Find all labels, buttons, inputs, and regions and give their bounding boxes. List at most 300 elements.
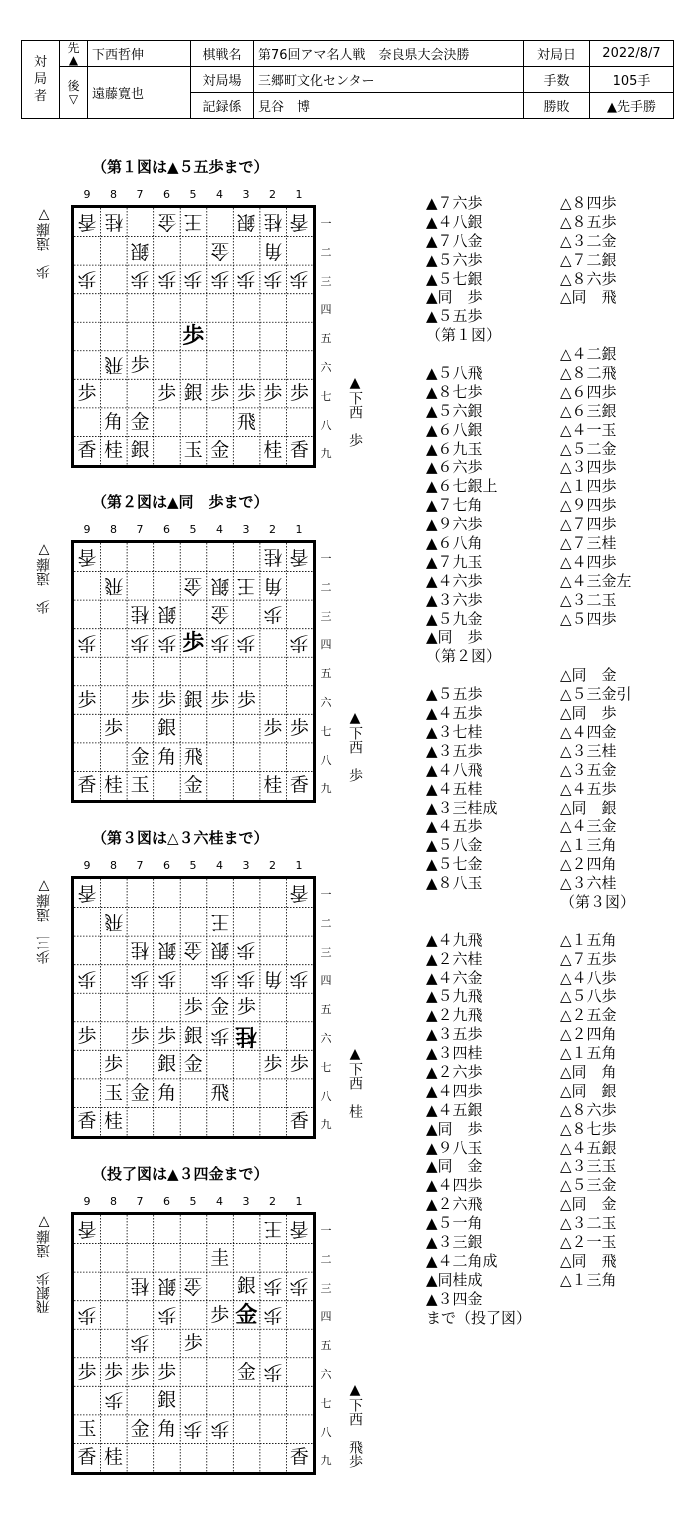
gote-piece: 香 bbox=[77, 546, 97, 568]
file-label: 9 bbox=[83, 1195, 91, 1208]
file-label: 8 bbox=[110, 188, 117, 201]
sente-piece: 歩 bbox=[157, 688, 177, 711]
sente-piece: 金 bbox=[210, 439, 230, 462]
gote-move: △８四歩 bbox=[560, 194, 617, 212]
sente-move: ▲９六歩 bbox=[426, 515, 483, 534]
gote-piece: 歩 bbox=[130, 967, 150, 990]
gote-move: △同 飛 bbox=[560, 1251, 617, 1270]
rank-label: 二 bbox=[320, 580, 332, 594]
moves-value: 105手 bbox=[590, 67, 674, 93]
sente-piece: 歩 bbox=[263, 717, 283, 740]
gote-move: △５四歩 bbox=[560, 609, 617, 628]
gote-piece: 歩 bbox=[236, 631, 256, 654]
sente-move: ▲７八金 bbox=[426, 231, 483, 250]
sente-move: ▲３七桂 bbox=[426, 722, 483, 741]
gote-move: △３二玉 bbox=[560, 1214, 617, 1233]
gote-piece: 香 bbox=[289, 546, 309, 568]
file-label: 4 bbox=[216, 1195, 223, 1208]
sente-move: ▲５九金 bbox=[426, 609, 483, 628]
move-row bbox=[426, 761, 635, 780]
sente-piece: 歩 bbox=[104, 1360, 124, 1383]
file-label: 1 bbox=[295, 523, 303, 536]
move-row bbox=[426, 1139, 635, 1158]
sente-move: ▲３三銀 bbox=[426, 1232, 483, 1251]
file-label: 2 bbox=[269, 1195, 276, 1208]
sente-move: ▲５六銀 bbox=[426, 401, 483, 420]
sente-piece: 飛 bbox=[210, 1081, 230, 1104]
venue-value: 三郷町文化センター bbox=[254, 67, 524, 93]
sente-move: ▲８七歩 bbox=[426, 382, 483, 401]
rank-label: 三 bbox=[320, 274, 332, 288]
gote-piece: 銀 bbox=[130, 239, 150, 262]
result-label: 勝敗 bbox=[524, 93, 590, 119]
move-row bbox=[426, 1195, 635, 1214]
moves-label: 手数 bbox=[524, 67, 590, 93]
gote-piece: 歩 bbox=[236, 967, 256, 990]
move-row bbox=[426, 232, 635, 251]
sente-piece: 玉 bbox=[130, 774, 150, 797]
rank-label: 三 bbox=[320, 609, 332, 623]
sente-move: ▲４五銀 bbox=[426, 1100, 483, 1119]
gote-move: △同 飛 bbox=[560, 288, 617, 307]
move-row bbox=[426, 458, 635, 477]
sente-move: ▲４五歩 bbox=[426, 817, 483, 836]
file-label: 3 bbox=[242, 523, 250, 536]
gote-move: △８七歩 bbox=[560, 1119, 617, 1138]
sente-piece: 歩 bbox=[263, 1053, 283, 1076]
move-row bbox=[426, 1101, 635, 1120]
gote-piece: 歩 bbox=[104, 1389, 124, 1412]
gote-move: △同 金 bbox=[560, 1195, 617, 1214]
rank-label: 四 bbox=[320, 638, 332, 652]
sente-move: ▲８八玉 bbox=[426, 874, 483, 893]
gote-piece: 王 bbox=[236, 574, 256, 597]
diagram-title: （第１図は▲５五歩まで） bbox=[92, 158, 269, 176]
file-label: 6 bbox=[163, 523, 170, 536]
sente-piece: 銀 bbox=[157, 717, 177, 740]
sente-piece: 角 bbox=[104, 410, 124, 433]
gote-piece: 角 bbox=[263, 967, 283, 990]
gote-mark: 後▽ bbox=[60, 67, 88, 119]
file-label: 4 bbox=[216, 859, 223, 872]
sente-move: （第１図） bbox=[426, 326, 502, 345]
gote-hand-text: 飛銀歩 遠藤▽ bbox=[36, 1214, 52, 1314]
file-label: 6 bbox=[163, 1195, 170, 1208]
gote-move: △５二金 bbox=[560, 439, 617, 458]
gote-piece: 桂 bbox=[130, 939, 150, 962]
gote-move: △８五歩 bbox=[560, 212, 617, 231]
sente-move: ▲６八銀 bbox=[426, 420, 483, 439]
sente-move: ▲５九飛 bbox=[426, 987, 483, 1006]
sente-move: ▲５六歩 bbox=[426, 250, 483, 269]
sente-piece: 歩 bbox=[289, 717, 309, 740]
move-row bbox=[426, 591, 635, 610]
gote-move: △同 金 bbox=[560, 666, 617, 685]
sente-piece: 歩 bbox=[210, 1303, 230, 1326]
rank-label: 五 bbox=[320, 1003, 332, 1017]
file-label: 8 bbox=[110, 1195, 117, 1208]
gote-piece: 歩 bbox=[77, 268, 97, 291]
move-row bbox=[426, 1006, 635, 1025]
sente-move: ▲３五歩 bbox=[426, 1025, 483, 1044]
sente-move: ▲５八飛 bbox=[426, 364, 483, 383]
event-value: 第76回アマ名人戦 奈良県大会決勝 bbox=[254, 41, 524, 67]
date-label: 対局日 bbox=[524, 41, 590, 67]
move-row bbox=[426, 874, 635, 893]
file-label: 3 bbox=[242, 859, 250, 872]
sente-move: ▲３四桂 bbox=[426, 1044, 483, 1063]
gote-move: △４五銀 bbox=[560, 1138, 617, 1157]
sente-piece: 銀 bbox=[183, 1024, 203, 1047]
move-row bbox=[426, 402, 635, 421]
gote-move: △７三桂 bbox=[560, 534, 617, 553]
move-row bbox=[426, 950, 635, 969]
sente-piece: 歩 bbox=[130, 353, 150, 376]
sente-piece: 香 bbox=[289, 439, 309, 462]
sente-piece: 歩 bbox=[104, 1053, 124, 1076]
sente-move: ▲３四金 bbox=[426, 1289, 483, 1308]
move-row bbox=[426, 1309, 635, 1328]
gote-piece: 銀 bbox=[210, 939, 230, 962]
sente-hand bbox=[345, 1382, 365, 1472]
rank-label: 五 bbox=[320, 1339, 332, 1353]
gote-piece: 香 bbox=[77, 211, 97, 233]
file-label: 8 bbox=[110, 859, 117, 872]
file-label: 3 bbox=[242, 188, 250, 201]
sente-piece: 金 bbox=[236, 1360, 256, 1383]
gote-piece: 王 bbox=[183, 211, 203, 233]
sente-move: ▲４二角成 bbox=[426, 1251, 498, 1270]
gote-piece: 銀 bbox=[157, 939, 177, 962]
gote-piece: 王 bbox=[210, 910, 230, 933]
gote-piece: 歩 bbox=[289, 631, 309, 654]
move-row bbox=[426, 1176, 635, 1195]
gote-move: △４八歩 bbox=[560, 968, 617, 987]
diagram-title: （投了図は▲３四金まで） bbox=[92, 1165, 269, 1183]
gote-piece: 歩 bbox=[157, 268, 177, 291]
gote-move: △３三玉 bbox=[560, 1157, 617, 1176]
gote-move: △４二銀 bbox=[560, 345, 617, 364]
sente-piece: 金 bbox=[210, 996, 230, 1019]
sente-piece: 歩 bbox=[130, 688, 150, 711]
file-label: 7 bbox=[136, 188, 144, 201]
file-label: 2 bbox=[269, 859, 276, 872]
rank-label: 七 bbox=[320, 1060, 332, 1074]
sente-move: ▲５五歩 bbox=[426, 307, 483, 326]
gote-move: △８六歩 bbox=[560, 269, 617, 288]
sente-piece: 歩 bbox=[263, 382, 283, 405]
move-row bbox=[426, 213, 635, 232]
move-row bbox=[426, 893, 635, 912]
sente-piece: 歩 bbox=[157, 1024, 177, 1047]
rank-label: 六 bbox=[320, 1368, 332, 1381]
file-label: 2 bbox=[269, 188, 276, 201]
move-row bbox=[426, 723, 635, 742]
rank-label: 四 bbox=[320, 303, 332, 317]
gote-piece: 飛 bbox=[104, 353, 124, 376]
sente-piece: 角 bbox=[157, 1081, 177, 1104]
gote-hand bbox=[34, 878, 54, 968]
sente-piece: 角 bbox=[157, 1417, 177, 1440]
sente-piece: 歩 bbox=[77, 382, 97, 405]
sente-move: ▲５八金 bbox=[426, 836, 483, 855]
gote-move: △４四金 bbox=[560, 722, 617, 741]
file-label: 4 bbox=[216, 523, 223, 536]
sente-piece: 飛 bbox=[236, 410, 256, 433]
players-label: 対局者 bbox=[22, 41, 60, 119]
gote-piece: 香 bbox=[289, 882, 309, 904]
gote-piece: 金 bbox=[183, 939, 203, 962]
sente-piece: 桂 bbox=[104, 439, 124, 462]
gote-piece: 角 bbox=[263, 239, 283, 262]
move-row bbox=[426, 288, 635, 307]
sente-piece: 歩 bbox=[182, 323, 205, 350]
gote-name: 遠藤寛也 bbox=[88, 67, 191, 119]
move-row bbox=[426, 383, 635, 402]
gote-piece: 歩 bbox=[263, 1275, 283, 1298]
sente-piece: 玉 bbox=[104, 1081, 124, 1104]
gote-piece: 金 bbox=[210, 239, 230, 262]
gote-move: △４一玉 bbox=[560, 420, 617, 439]
move-row bbox=[426, 307, 635, 326]
gote-piece: 飛 bbox=[104, 910, 124, 933]
sente-move: ▲同 歩 bbox=[426, 628, 483, 647]
file-labels bbox=[71, 1195, 316, 1209]
rank-label: 三 bbox=[320, 945, 332, 959]
sente-move: ▲４八飛 bbox=[426, 760, 483, 779]
sente-piece: 歩 bbox=[236, 688, 256, 711]
file-labels bbox=[71, 859, 316, 873]
move-row bbox=[426, 534, 635, 553]
sente-piece: 桂 bbox=[104, 1110, 124, 1133]
move-row bbox=[426, 1214, 635, 1233]
sente-piece: 歩 bbox=[130, 1360, 150, 1383]
move-row bbox=[426, 628, 635, 647]
gote-move: △４三金左 bbox=[560, 571, 632, 590]
move-row bbox=[426, 666, 635, 685]
gote-piece: 桂 bbox=[104, 211, 124, 233]
move-row bbox=[426, 685, 635, 704]
sente-move: ▲５五歩 bbox=[426, 685, 483, 704]
sente-piece: 銀 bbox=[157, 1389, 177, 1412]
sente-move: ▲６九玉 bbox=[426, 439, 483, 458]
gote-move: △２四角 bbox=[560, 855, 617, 874]
rank-label: 六 bbox=[320, 361, 332, 374]
move-row bbox=[426, 836, 635, 855]
gote-piece: 歩 bbox=[130, 1332, 150, 1355]
sente-piece: 銀 bbox=[183, 688, 203, 711]
rank-label: 五 bbox=[320, 332, 332, 346]
move-row bbox=[426, 421, 635, 440]
sente-piece: 歩 bbox=[104, 717, 124, 740]
file-label: 1 bbox=[295, 859, 303, 872]
rank-label: 一 bbox=[320, 1224, 332, 1237]
sente-move: ▲３五歩 bbox=[426, 741, 483, 760]
shogi-board bbox=[71, 1212, 316, 1475]
sente-move: ▲６七銀上 bbox=[426, 477, 498, 496]
sente-piece: 飛 bbox=[183, 745, 203, 768]
move-row bbox=[426, 364, 635, 383]
move-row bbox=[426, 572, 635, 591]
sente-name: 下西哲伸 bbox=[88, 41, 191, 67]
sente-piece: 金 bbox=[130, 410, 150, 433]
sente-move: ▲４五歩 bbox=[426, 704, 483, 723]
file-label: 5 bbox=[189, 859, 197, 872]
gote-move: △９四歩 bbox=[560, 496, 617, 515]
file-label: 9 bbox=[83, 188, 91, 201]
gote-move: △１五角 bbox=[560, 930, 617, 949]
rank-label: 五 bbox=[320, 667, 332, 681]
rank-label: 八 bbox=[320, 1089, 332, 1103]
move-row bbox=[426, 969, 635, 988]
event-label: 棋戦名 bbox=[191, 41, 254, 67]
sente-piece: 歩 bbox=[77, 1024, 97, 1047]
sente-piece: 銀 bbox=[236, 1275, 256, 1298]
file-label: 7 bbox=[136, 523, 144, 536]
sente-move: まで（投了図） bbox=[426, 1308, 532, 1327]
sente-move: （第２図） bbox=[426, 647, 502, 666]
shogi-board bbox=[71, 540, 316, 803]
gote-move: △同 歩 bbox=[560, 704, 617, 723]
rank-label: 一 bbox=[320, 552, 332, 565]
sente-piece: 歩 bbox=[210, 382, 230, 405]
sente-piece: 金 bbox=[130, 1417, 150, 1440]
gote-piece: 金 bbox=[183, 574, 203, 597]
sente-piece: 歩 bbox=[77, 1360, 97, 1383]
gote-piece: 歩 bbox=[157, 967, 177, 990]
sente-move: ▲２六飛 bbox=[426, 1195, 483, 1214]
rank-label: 八 bbox=[320, 753, 332, 767]
gote-piece: 香 bbox=[77, 1218, 97, 1240]
sente-move: ▲４六歩 bbox=[426, 571, 483, 590]
rank-label: 二 bbox=[320, 245, 332, 259]
move-row bbox=[426, 345, 635, 364]
move-row bbox=[426, 477, 635, 496]
move-row bbox=[426, 931, 635, 950]
move-row bbox=[426, 987, 635, 1006]
sente-piece: 玉 bbox=[183, 439, 203, 462]
sente-move: ▲６八角 bbox=[426, 534, 483, 553]
rank-label: 九 bbox=[320, 447, 332, 461]
game-info-table bbox=[21, 40, 674, 119]
sente-piece: 金 bbox=[130, 745, 150, 768]
file-label: 2 bbox=[269, 523, 276, 536]
sente-piece: 歩 bbox=[157, 1360, 177, 1383]
move-row bbox=[426, 647, 635, 666]
sente-move: ▲５一角 bbox=[426, 1214, 483, 1233]
sente-piece: 歩 bbox=[183, 1332, 203, 1355]
rank-label: 一 bbox=[320, 217, 332, 230]
rank-label: 七 bbox=[320, 724, 332, 738]
sente-hand-text: ▲下西 歩 bbox=[347, 710, 363, 782]
sente-piece: 香 bbox=[77, 774, 97, 797]
sente-move: ▲同 金 bbox=[426, 1157, 483, 1176]
move-row bbox=[426, 1233, 635, 1252]
sente-piece: 金 bbox=[183, 774, 203, 797]
recorder-label: 記録係 bbox=[191, 93, 254, 119]
gote-move: △６四歩 bbox=[560, 382, 617, 401]
move-row bbox=[426, 1271, 635, 1290]
gote-move: △７二銀 bbox=[560, 250, 617, 269]
file-label: 7 bbox=[136, 859, 144, 872]
file-label: 9 bbox=[83, 859, 91, 872]
gote-piece: 歩 bbox=[236, 939, 256, 962]
gote-piece: 歩 bbox=[183, 268, 203, 291]
sente-move: ▲２九飛 bbox=[426, 1006, 483, 1025]
sente-piece: 歩 bbox=[157, 382, 177, 405]
gote-piece: 歩 bbox=[157, 1303, 177, 1326]
gote-piece: 桂 bbox=[130, 603, 150, 626]
move-row bbox=[426, 251, 635, 270]
gote-piece: 香 bbox=[77, 882, 97, 904]
sente-move: ▲４四歩 bbox=[426, 1176, 483, 1195]
move-row bbox=[426, 610, 635, 629]
rank-label: 九 bbox=[320, 1118, 332, 1132]
sente-hand bbox=[345, 1046, 365, 1122]
sente-move: ▲４四歩 bbox=[426, 1081, 483, 1100]
gote-move: △４五歩 bbox=[560, 779, 617, 798]
rank-label: 八 bbox=[320, 1425, 332, 1439]
sente-piece: 玉 bbox=[77, 1417, 97, 1440]
gote-piece: 歩 bbox=[157, 631, 177, 654]
sente-piece: 歩 bbox=[236, 382, 256, 405]
sente-piece: 角 bbox=[157, 745, 177, 768]
gote-move: △３四歩 bbox=[560, 458, 617, 477]
gote-piece: 歩 bbox=[130, 631, 150, 654]
move-row bbox=[426, 1044, 635, 1063]
sente-piece: 歩 bbox=[182, 629, 205, 656]
gote-piece: 歩 bbox=[77, 631, 97, 654]
sente-piece: 歩 bbox=[289, 1053, 309, 1076]
move-row bbox=[426, 742, 635, 761]
gote-piece: 銀 bbox=[210, 574, 230, 597]
gote-move: △３二金 bbox=[560, 231, 617, 250]
sente-hand bbox=[345, 710, 365, 786]
gote-piece: 歩 bbox=[183, 1417, 203, 1440]
gote-piece: 歩 bbox=[77, 967, 97, 990]
move-row bbox=[426, 780, 635, 799]
gote-hand bbox=[34, 1214, 54, 1318]
rank-label: 八 bbox=[320, 418, 332, 432]
sente-move: ▲５七金 bbox=[426, 855, 483, 874]
recorder-value: 見谷 博 bbox=[254, 93, 524, 119]
sente-piece: 桂 bbox=[104, 774, 124, 797]
gote-piece: 桂 bbox=[130, 1275, 150, 1298]
gote-hand bbox=[34, 542, 54, 618]
sente-piece: 歩 bbox=[210, 688, 230, 711]
gote-move: △４四歩 bbox=[560, 552, 617, 571]
gote-piece: 銀 bbox=[157, 1275, 177, 1298]
gote-piece: 歩 bbox=[236, 268, 256, 291]
move-row bbox=[426, 855, 635, 874]
file-label: 1 bbox=[295, 188, 303, 201]
move-row bbox=[426, 817, 635, 836]
gote-move: △５八歩 bbox=[560, 987, 617, 1006]
shogi-board bbox=[71, 205, 316, 468]
gote-piece: 歩 bbox=[263, 603, 283, 626]
gote-move: △８六歩 bbox=[560, 1100, 617, 1119]
sente-move: ▲同桂成 bbox=[426, 1270, 483, 1289]
move-row bbox=[426, 1120, 635, 1139]
rank-label: 六 bbox=[320, 696, 332, 709]
shogi-board bbox=[71, 876, 316, 1139]
gote-piece: 銀 bbox=[236, 211, 256, 233]
sente-move: ▲７九玉 bbox=[426, 552, 483, 571]
gote-piece: 歩 bbox=[289, 268, 309, 291]
gote-move: △３二玉 bbox=[560, 590, 617, 609]
sente-move: ▲６六歩 bbox=[426, 458, 483, 477]
sente-move: ▲７六歩 bbox=[426, 194, 483, 212]
